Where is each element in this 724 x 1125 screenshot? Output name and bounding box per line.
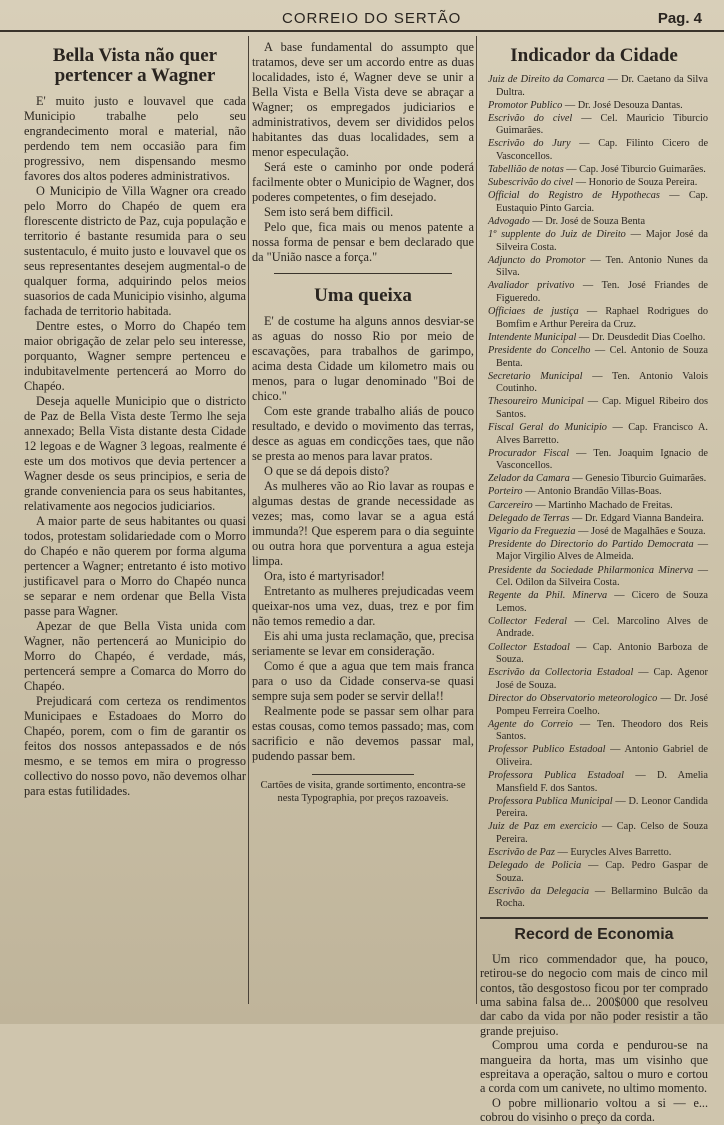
- directory-name: Dr. José de Souza Benta: [545, 215, 646, 227]
- directory-role: Officiaes de justiça: [488, 306, 579, 318]
- directory-name: Genesio Tiburcio Guimarães.: [585, 473, 707, 485]
- directory-entry: Regente da Phil. Minerva — Cicero de Souza Lemos.: [488, 590, 709, 614]
- directory-entry: Official do Registro de Hypothecas — Cap. Eustaquio Pinto Garcia.: [488, 190, 709, 214]
- directory-entry: Juiz de Paz em exercicio — Cap. Celso de Souza Pereira.: [488, 821, 708, 845]
- uma-queixa-body: [252, 314, 474, 764]
- paragraph: Comprou uma corda e pendurou-se na mangueira da horta, mas um visinho que espreitava a operação, saltou o muro e cortou a corda com um canivete, no ultimo momento.: [480, 1038, 708, 1096]
- directory-role: Professora Publica Estadoal: [488, 770, 625, 781]
- directory-role: Presidente do Concelho: [488, 344, 591, 356]
- directory-name: Cap. Francisco A. Alves Barretto.: [496, 421, 708, 446]
- paragraph: Entretanto as mulheres prejudicadas veem queixar-nos uma vez, duas, trez e por fim não temos remedio a dar.: [252, 583, 474, 628]
- directory-name: Cap. Agenor José de Souza.: [496, 667, 708, 691]
- directory-role: Fiscal Geral do Municipio: [488, 421, 607, 433]
- paragraph: Deseja aquelle Municipio que o districto de Paz de Bella Vista deste Termo lhe seja annexado; Bella Vista distante desta Cidade 12 legoas e de Wagner 3 legoas, realmente é este um dos motivos que devia pertencer a Wagner desde os seus principios, e seria de grande conveniencia para os seus habitantes, relativamente aos negocios judiciarios.: [24, 393, 246, 513]
- column-1: [24, 40, 246, 1006]
- bella-vista-continuation: [252, 40, 474, 265]
- directory-entry: Collector Federal — Cel. Marcolino Alves de Andrade.: [488, 615, 708, 640]
- directory-role: Presidente da Sociedade Philarmonica Minerva: [488, 564, 694, 576]
- paragraph: Será este o caminho por onde poderá facilmente obter o Municipio de Wagner, dos poderes competentes, o fim desejado.: [252, 160, 474, 204]
- directory-entry: Presidente do Concelho — Cel. Antonio de Souza Benta.: [488, 344, 708, 369]
- directory-entry: Procurador Fiscal — Ten. Joaquim Ignacio de Vasconcellos.: [488, 447, 708, 472]
- directory-role: Agente do Correio: [488, 718, 573, 730]
- directory-name: Honorio de Souza Pereira.: [588, 177, 698, 189]
- paragraph: Realmente pode se passar sem olhar para estas cousas, como temos passado; mas, com sacrificio e não devemos passar mal, pudendo passar bem.: [252, 703, 474, 763]
- directory-entry: Promotor Publico — Dr. José Desouza Dantas.: [488, 99, 683, 111]
- directory-name: Cel. Mauricio Tiburcio Guimarães.: [496, 112, 708, 137]
- directory-role: Procurador Fiscal: [488, 447, 570, 459]
- paragraph: Um rico commendador que, ha pouco, retirou-se do negocio com mais de cinco mil contos, tão desgostoso ficou por ter comprado uma sabina falsa de... 200$000 que resolveu dar cabo da vida por não poder resistir a tão grande prejuiso.: [480, 951, 708, 1038]
- directory-role: Intendente Municipal: [488, 331, 577, 343]
- directory-entry: Avaliador privativo — Ten. José Friandes de Figueredo.: [488, 280, 708, 305]
- directory-role: Subescrivão do civel: [488, 177, 574, 189]
- directory-role: Vigario da Freguezia: [488, 525, 576, 537]
- paragraph: Com este grande trabalho aliás de pouco resultado, e devido o movimento das terras, desce as aguas em condicções taes, que não se presta ao menos para lavar pratos.: [252, 403, 474, 463]
- directory-role: Escrivão do civel: [488, 112, 573, 124]
- record-section: [480, 917, 708, 1125]
- directory-name: Dr. José Pompeu Ferreira Coelho.: [496, 692, 708, 717]
- directory-role: Escrivão da Collectoria Estadoal: [488, 667, 634, 679]
- directory-role: Official do Registro de Hypothecas: [488, 190, 660, 202]
- paragraph: Ora, isto é martyrisador!: [264, 568, 385, 583]
- directory-role: 1º supplente do Juiz de Direito: [488, 229, 626, 241]
- directory-entry: Delegado de Terras — Dr. Edgard Vianna Bandeira.: [488, 512, 704, 524]
- directory-name: Cicero de Souza Lemos.: [496, 590, 709, 614]
- directory-name: Ten. Joaquim Ignacio de Vasconcellos.: [496, 447, 708, 472]
- directory-entry: Vigario da Freguezia — José de Magalhães e Souza.: [488, 525, 706, 537]
- directory-entry: Zelador da Camara — Genesio Tiburcio Guimarães.: [488, 473, 707, 485]
- directory-name: Cap. Pedro Gaspar de Souza.: [496, 860, 709, 884]
- directory-name: D. Leonor Candida Pereira.: [496, 795, 708, 820]
- directory-entry: Secretario Municipal — Ten. Antonio Valois Coutinho.: [488, 370, 708, 395]
- paragraph: Prejudicará com certeza os rendimentos Municipaes e Estadoaes do Morro do Chapéo, porem, com o fim de garantir os feitos dos nossos antepassados e de nós mesmo, e se temos em mira o progresso collectivo do nosso povo, não devemos olhar para estas futilidades.: [24, 693, 246, 798]
- directory-name: Cel. Antonio de Souza Benta.: [496, 344, 708, 369]
- directory-name: Ten. Theodoro dos Reis Santos.: [496, 718, 708, 743]
- directory-role: Delegado de Terras: [488, 512, 570, 524]
- directory-entry: Subescrivão do civel — Honorio de Souza Pereira.: [488, 177, 698, 189]
- paragraph: E' de costume ha alguns annos desviar-se as aguas do nosso Rio por meio de escavações, para trabalhos de garimpo, acima desta Cidade um kilometro mais ou menos, para o lugar denominado "Boi de chico.": [252, 313, 474, 403]
- directory-name: Major Virgilio Alves de Almeida.: [496, 551, 634, 563]
- directory-name: Bellarmino Bulcão da Rocha.: [496, 885, 708, 910]
- directory-entry: Professora Publica Estadoal — D. Amelia Mansfield F. dos Santos.: [488, 770, 708, 794]
- directory-entry: Intendente Municipal — Dr. Deusdedit Dias Coelho.: [488, 331, 706, 343]
- directory-name: Antonio Gabriel de Oliveira.: [496, 744, 708, 768]
- paragraph: A maior parte de seus habitantes ou quasi todos, protestam solidariedade com o Morro do Chapéo e não querem por forma alguma pertencer a Wagner; entretanto é isto motivo justificavel para o Morro do Chapéo nunca se separar e nem ordenar que Bella Vista passe para Wagner.: [24, 513, 246, 618]
- directory-entry: Escrivão da Delegacia — Bellarmino Bulcão da Rocha.: [488, 885, 708, 910]
- directory-name: Cel. Odilon da Silveira Costa.: [496, 577, 620, 589]
- directory-role: Carcereiro: [488, 499, 533, 511]
- directory-entry: Porteiro — Antonio Brandão Villas-Boas.: [488, 486, 662, 498]
- directory-entry: Presidente do Directorio do Partido Democrata — Major Virgilio Alves de Almeida.: [488, 538, 709, 563]
- city-directory-list: [480, 74, 708, 911]
- directory-role: Avaliador privativo: [488, 280, 575, 292]
- section-divider: [274, 273, 452, 274]
- paragraph: A base fundamental do assumpto que tratamos, deve ser um accordo entre as duas localidades, isto é, Wagner deve se unir a Bella Vista e Bella Vista deve se abraçar a Wagner; os empregados judiciarios e administrativos, devem ser divididos pelos habitantes das duas localidades, sem a menor especulação.: [252, 40, 474, 159]
- directory-entry: Delegado de Policia — Cap. Pedro Gaspar de Souza.: [488, 860, 709, 884]
- directory-role: Tabellião de notas: [488, 164, 564, 176]
- directory-entry: 1º supplente do Juiz de Direito — Major José da Silveira Costa.: [488, 229, 709, 253]
- indicador-headline: Indicador da Cidade: [510, 45, 678, 66]
- directory-name: Ten. Antonio Nunes da Silva.: [496, 254, 708, 279]
- directory-entry: Juiz de Direito da Comarca — Dr. Caetano da Silva Dultra.: [488, 73, 708, 98]
- paragraph: O que se dá depois disto?: [264, 463, 390, 478]
- directory-name: Dr. Caetano da Silva Dultra.: [496, 73, 708, 98]
- paragraph: Apezar de que Bella Vista unida com Wagner, não pertencerá ao Municipio do Morro do Chapéo, é verdade, más, pertencerá sempre a Comarca do Morro do Chapéo.: [24, 618, 246, 693]
- paragraph: Dentre estes, o Morro do Chapéo tem maior obrigação de zelar pelo seu interesse, porquanto, Wagner sempre pertenceu e indubitavelmente pertencerá ao Morro do Chapéo.: [24, 318, 246, 393]
- directory-entry: Director do Observatorio meteorologico — Dr. José Pompeu Ferreira Coelho.: [488, 692, 708, 717]
- paragraph: Como é que a agua que tem mais franca para o uso da Cidade conserva-se quasi sempre suja sem poder se servir della!!: [252, 658, 474, 703]
- paragraph: O pobre millionario voltou a si — e... cobrou do visinho o preço da corda.: [480, 1095, 708, 1125]
- directory-entry: Presidente da Sociedade Philarmonica Minerva — Cel. Odilon da Silveira Costa.: [488, 564, 708, 589]
- directory-name: Cap. Filinto Cicero de Vasconcellos.: [496, 138, 709, 162]
- paragraph: Pelo que, fica mais ou menos patente a nossa forma de pensar e bem declarado que da "União nasce a força.": [252, 220, 474, 264]
- directory-entry: Tabellião de notas — Cap. José Tiburcio Guimarães.: [488, 164, 706, 176]
- directory-entry: Fiscal Geral do Municipio — Cap. Francisco A. Alves Barretto.: [488, 421, 708, 446]
- directory-role: Juiz de Paz em exercicio: [488, 821, 598, 833]
- directory-name: Dr. Edgard Vianna Bandeira.: [584, 512, 704, 524]
- directory-name: Ten. José Friandes de Figueredo.: [496, 280, 708, 305]
- directory-role: Collector Federal: [488, 615, 568, 627]
- bella-vista-body: [24, 94, 246, 799]
- record-body: [480, 952, 708, 1125]
- directory-name: Cap. Miguel Ribeiro dos Santos.: [496, 396, 708, 420]
- directory-entry: Escrivão do civel — Cel. Mauricio Tiburcio Guimarães.: [488, 112, 708, 137]
- directory-role: Juiz de Direito da Comarca: [488, 73, 605, 85]
- directory-name: Cap. Eustaquio Pinto Garcia.: [496, 190, 709, 214]
- page-header: [0, 6, 724, 32]
- directory-entry: Carcereiro — Martinho Machado de Freitas.: [488, 499, 673, 511]
- directory-role: Delegado de Policia: [488, 860, 582, 872]
- directory-entry: Thesoureiro Municipal — Cap. Miguel Ribeiro dos Santos.: [488, 396, 708, 420]
- directory-role: Presidente do Directorio do Partido Democrata: [488, 538, 694, 550]
- directory-name: Cap. Antonio Barboza de Souza.: [496, 641, 708, 666]
- column-rule-1: [248, 36, 249, 1004]
- column-3: [480, 40, 709, 1125]
- directory-entry: Collector Estadoal — Cap. Antonio Barboza de Souza.: [488, 641, 708, 666]
- typographia-notice: Cartões de visita, grande sortimento, encontra-se nesta Typographia, por preços razoaveis.: [260, 779, 466, 804]
- directory-role: Collector Estadoal: [488, 641, 570, 653]
- directory-entry: Officiaes de justiça — Raphael Rodrigues do Bomfim e Arthur Pereira da Cruz.: [488, 306, 709, 330]
- notice-divider: [312, 774, 414, 775]
- paragraph: As mulheres vão ao Rio lavar as roupas e algumas destas de grande necessidade as vezes; mas, como lavar se a agua está immunda?! Que esperem para o dia seguinte ou outra hora que porventura a agua esteja limpa.: [252, 478, 474, 568]
- directory-name: Cel. Marcolino Alves de Andrade.: [496, 615, 708, 640]
- column-rule-2: [476, 36, 477, 1004]
- directory-name: Cap. José Tiburcio Guimarães.: [579, 164, 706, 176]
- directory-role: Porteiro: [488, 486, 523, 498]
- directory-name: D. Amelia Mansfield F. dos Santos.: [496, 770, 708, 794]
- newspaper-title: CORREIO DO SERTÃO: [282, 10, 462, 27]
- directory-name: José de Magalhães e Souza.: [590, 525, 706, 537]
- directory-role: Director do Observatorio meteorologico: [488, 692, 658, 704]
- directory-role: Regente da Phil. Minerva: [488, 590, 608, 602]
- directory-role: Promotor Publico: [488, 99, 563, 111]
- directory-entry: Professor Publico Estadoal — Antonio Gabriel de Oliveira.: [488, 744, 708, 768]
- directory-name: Dr. Deusdedit Dias Coelho.: [591, 331, 706, 343]
- directory-name: Antonio Brandão Villas-Boas.: [537, 486, 662, 498]
- directory-name: Dr. José Desouza Dantas.: [577, 99, 683, 111]
- directory-entry: Professora Publica Municipal — D. Leonor Candida Pereira.: [488, 795, 708, 820]
- directory-name: Major José da Silveira Costa.: [496, 229, 709, 253]
- record-headline: Record de Economia: [514, 926, 674, 944]
- uma-queixa-headline: Uma queixa: [314, 285, 412, 306]
- paragraph: E' muito justo e louvavel que cada Municipio trabalhe pelo seu engrandecimento moral e material, não perdendo tem nem occasião para fim progressivo, nem dispensando mesmo favores dos altos poderes administrativos.: [24, 93, 246, 183]
- directory-role: Escrivão da Delegacia: [488, 885, 589, 897]
- directory-entry: Agente do Correio — Ten. Theodoro dos Reis Santos.: [488, 718, 708, 743]
- directory-role: Advogado: [488, 215, 530, 227]
- directory-role: Thesoureiro Municipal: [488, 396, 584, 408]
- directory-name: Cap. Celso de Souza Pereira.: [496, 821, 708, 845]
- paragraph: Eis ahi uma justa reclamação, que, precisa seriamente se levar em consideração.: [252, 628, 474, 658]
- directory-name: Martinho Machado de Freitas.: [548, 499, 673, 511]
- directory-name: Eurycles Alves Barretto.: [570, 847, 672, 859]
- directory-entry: Escrivão de Paz — Eurycles Alves Barretto.: [488, 847, 672, 859]
- directory-role: Escrivão de Paz: [488, 847, 555, 859]
- directory-entry: Escrivão do Jury — Cap. Filinto Cicero de Vasconcellos.: [488, 138, 709, 162]
- directory-role: Adjuncto do Promotor: [488, 254, 586, 266]
- directory-role: Secretario Municipal: [488, 370, 583, 382]
- directory-role: Professor Publico Estadoal: [488, 744, 606, 756]
- directory-name: Raphael Rodrigues do Bomfim e Arthur Pereira da Cruz.: [496, 306, 709, 330]
- column-2: [252, 40, 474, 1006]
- paragraph: Sem isto será bem difficil.: [264, 205, 394, 219]
- directory-entry: Adjuncto do Promotor — Ten. Antonio Nunes da Silva.: [488, 254, 708, 279]
- directory-role: Escrivão do Jury: [488, 138, 571, 150]
- directory-entry: Escrivão da Collectoria Estadoal — Cap. Agenor José de Souza.: [488, 667, 708, 691]
- page-number: Pag. 4: [657, 10, 702, 27]
- paragraph: O Municipio de Villa Wagner ora creado pelo Morro do Chapéo de quem era florescente districto de Paz, cuja população e territorio é bastante resumida para o seu sustentaculo, é muito justo e louvavel que os seus representantes desejem augmental-o de qualquer forma, adquirindo pelos meios suasorios de cada Municipio visinho, alguma fachada de territorio habitada.: [24, 183, 246, 318]
- directory-role: Professora Publica Municipal: [488, 795, 613, 807]
- bella-vista-headline: Bella Vista não quer pertencer a Wagner: [52, 45, 218, 86]
- directory-entry: Advogado — Dr. José de Souza Benta: [488, 215, 646, 227]
- directory-role: Zelador da Camara: [488, 473, 570, 485]
- directory-name: Ten. Antonio Valois Coutinho.: [496, 370, 708, 395]
